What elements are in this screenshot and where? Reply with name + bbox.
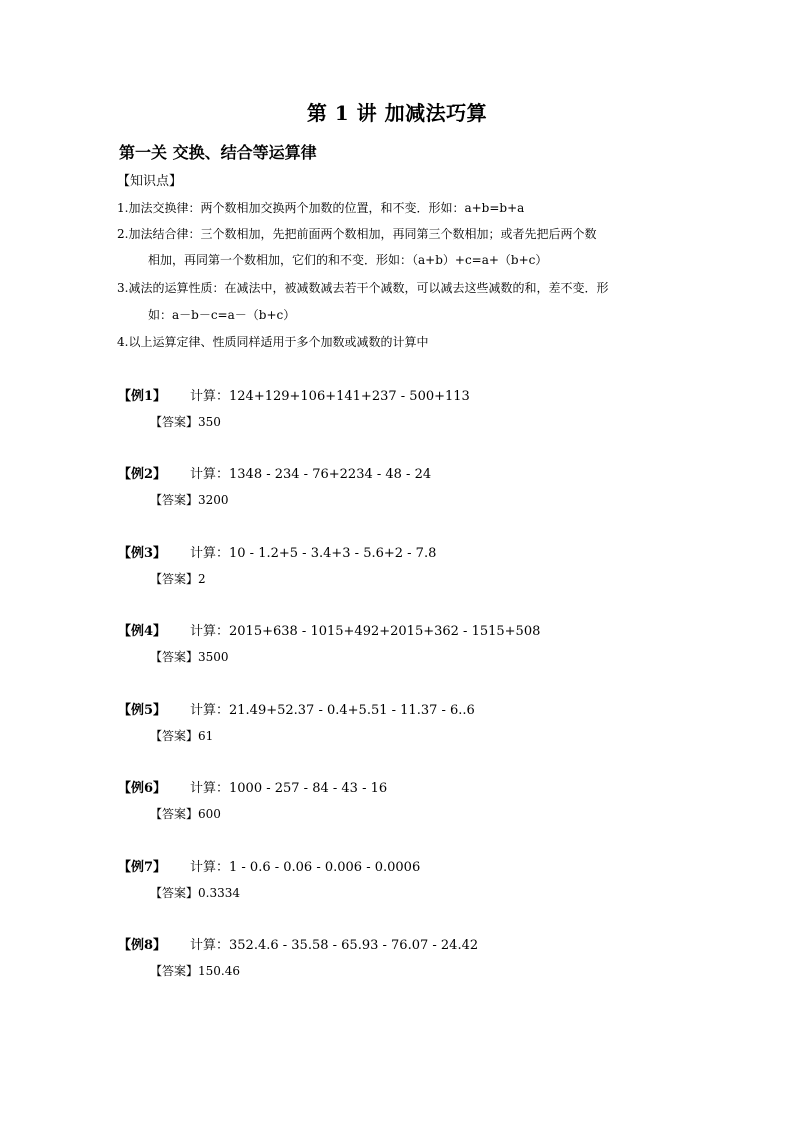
example-block <box>0 934 794 994</box>
example-calculation: 计算：124+129+106+141+237 - 500+113 <box>190 389 470 404</box>
example-label: 【例1】 <box>118 389 167 404</box>
example-block <box>0 620 794 680</box>
example-block <box>0 385 794 445</box>
knowledge-point: 4.以上运算定律、性质同样适用于多个加数或减数的计算中 <box>117 335 429 349</box>
example-answer: 【答案】2 <box>150 572 206 586</box>
example-calculation: 计算：352.4.6 - 35.58 - 65.93 - 76.07 - 24.42 <box>190 938 479 953</box>
lecture-title: 第 1 讲 加减法巧算 <box>306 101 488 125</box>
example-calculation: 计算：10 - 1.2+5 - 3.4+3 - 5.6+2 - 7.8 <box>190 546 437 561</box>
example-calculation: 计算：2015+638 - 1015+492+2015+362 - 1515+508 <box>190 624 541 639</box>
example-answer: 【答案】3200 <box>150 493 229 507</box>
example-answer: 【答案】600 <box>150 807 221 821</box>
knowledge-point: 1.加法交换律：两个数相加交换两个加数的位置，和不变．形如：a+b=b+a <box>117 201 525 215</box>
example-calculation: 计算：1000 - 257 - 84 - 43 - 16 <box>190 781 388 796</box>
knowledge-point: 2.加法结合律：三个数相加，先把前面两个数相加，再同第三个数相加；或者先把后两个数 <box>117 227 597 241</box>
example-answer: 【答案】61 <box>150 729 214 743</box>
example-block <box>0 542 794 602</box>
example-label: 【例6】 <box>118 781 167 796</box>
example-block <box>0 777 794 837</box>
example-block <box>0 699 794 759</box>
example-calculation: 计算：21.49+52.37 - 0.4+5.51 - 11.37 - 6..6 <box>190 703 475 718</box>
knowledge-heading: 【知识点】 <box>117 174 183 189</box>
example-block <box>0 856 794 916</box>
knowledge-point: 3.减法的运算性质：在减法中，被减数减去若干个减数，可以减去这些减数的和，差不变．形 <box>117 281 609 295</box>
example-label: 【例3】 <box>118 546 167 561</box>
example-answer: 【答案】150.46 <box>150 964 240 978</box>
knowledge-point-continued: 相加，再同第一个数相加，它们的和不变．形如：（a+b）+c=a+（b+c） <box>148 253 548 267</box>
example-label: 【例8】 <box>118 938 167 953</box>
example-label: 【例2】 <box>118 467 167 482</box>
section-heading: 第一关 交换、结合等运算律 <box>119 143 317 162</box>
example-block <box>0 463 794 523</box>
example-label: 【例4】 <box>118 624 167 639</box>
example-label: 【例7】 <box>118 860 167 875</box>
example-answer: 【答案】350 <box>150 415 221 429</box>
knowledge-point-continued: 如：a－b－c=a－（b+c） <box>148 308 296 322</box>
example-calculation: 计算：1 - 0.6 - 0.06 - 0.006 - 0.0006 <box>190 860 421 875</box>
example-label: 【例5】 <box>118 703 167 718</box>
example-calculation: 计算：1348 - 234 - 76+2234 - 48 - 24 <box>190 467 432 482</box>
example-answer: 【答案】3500 <box>150 650 229 664</box>
example-answer: 【答案】0.3334 <box>150 886 240 900</box>
